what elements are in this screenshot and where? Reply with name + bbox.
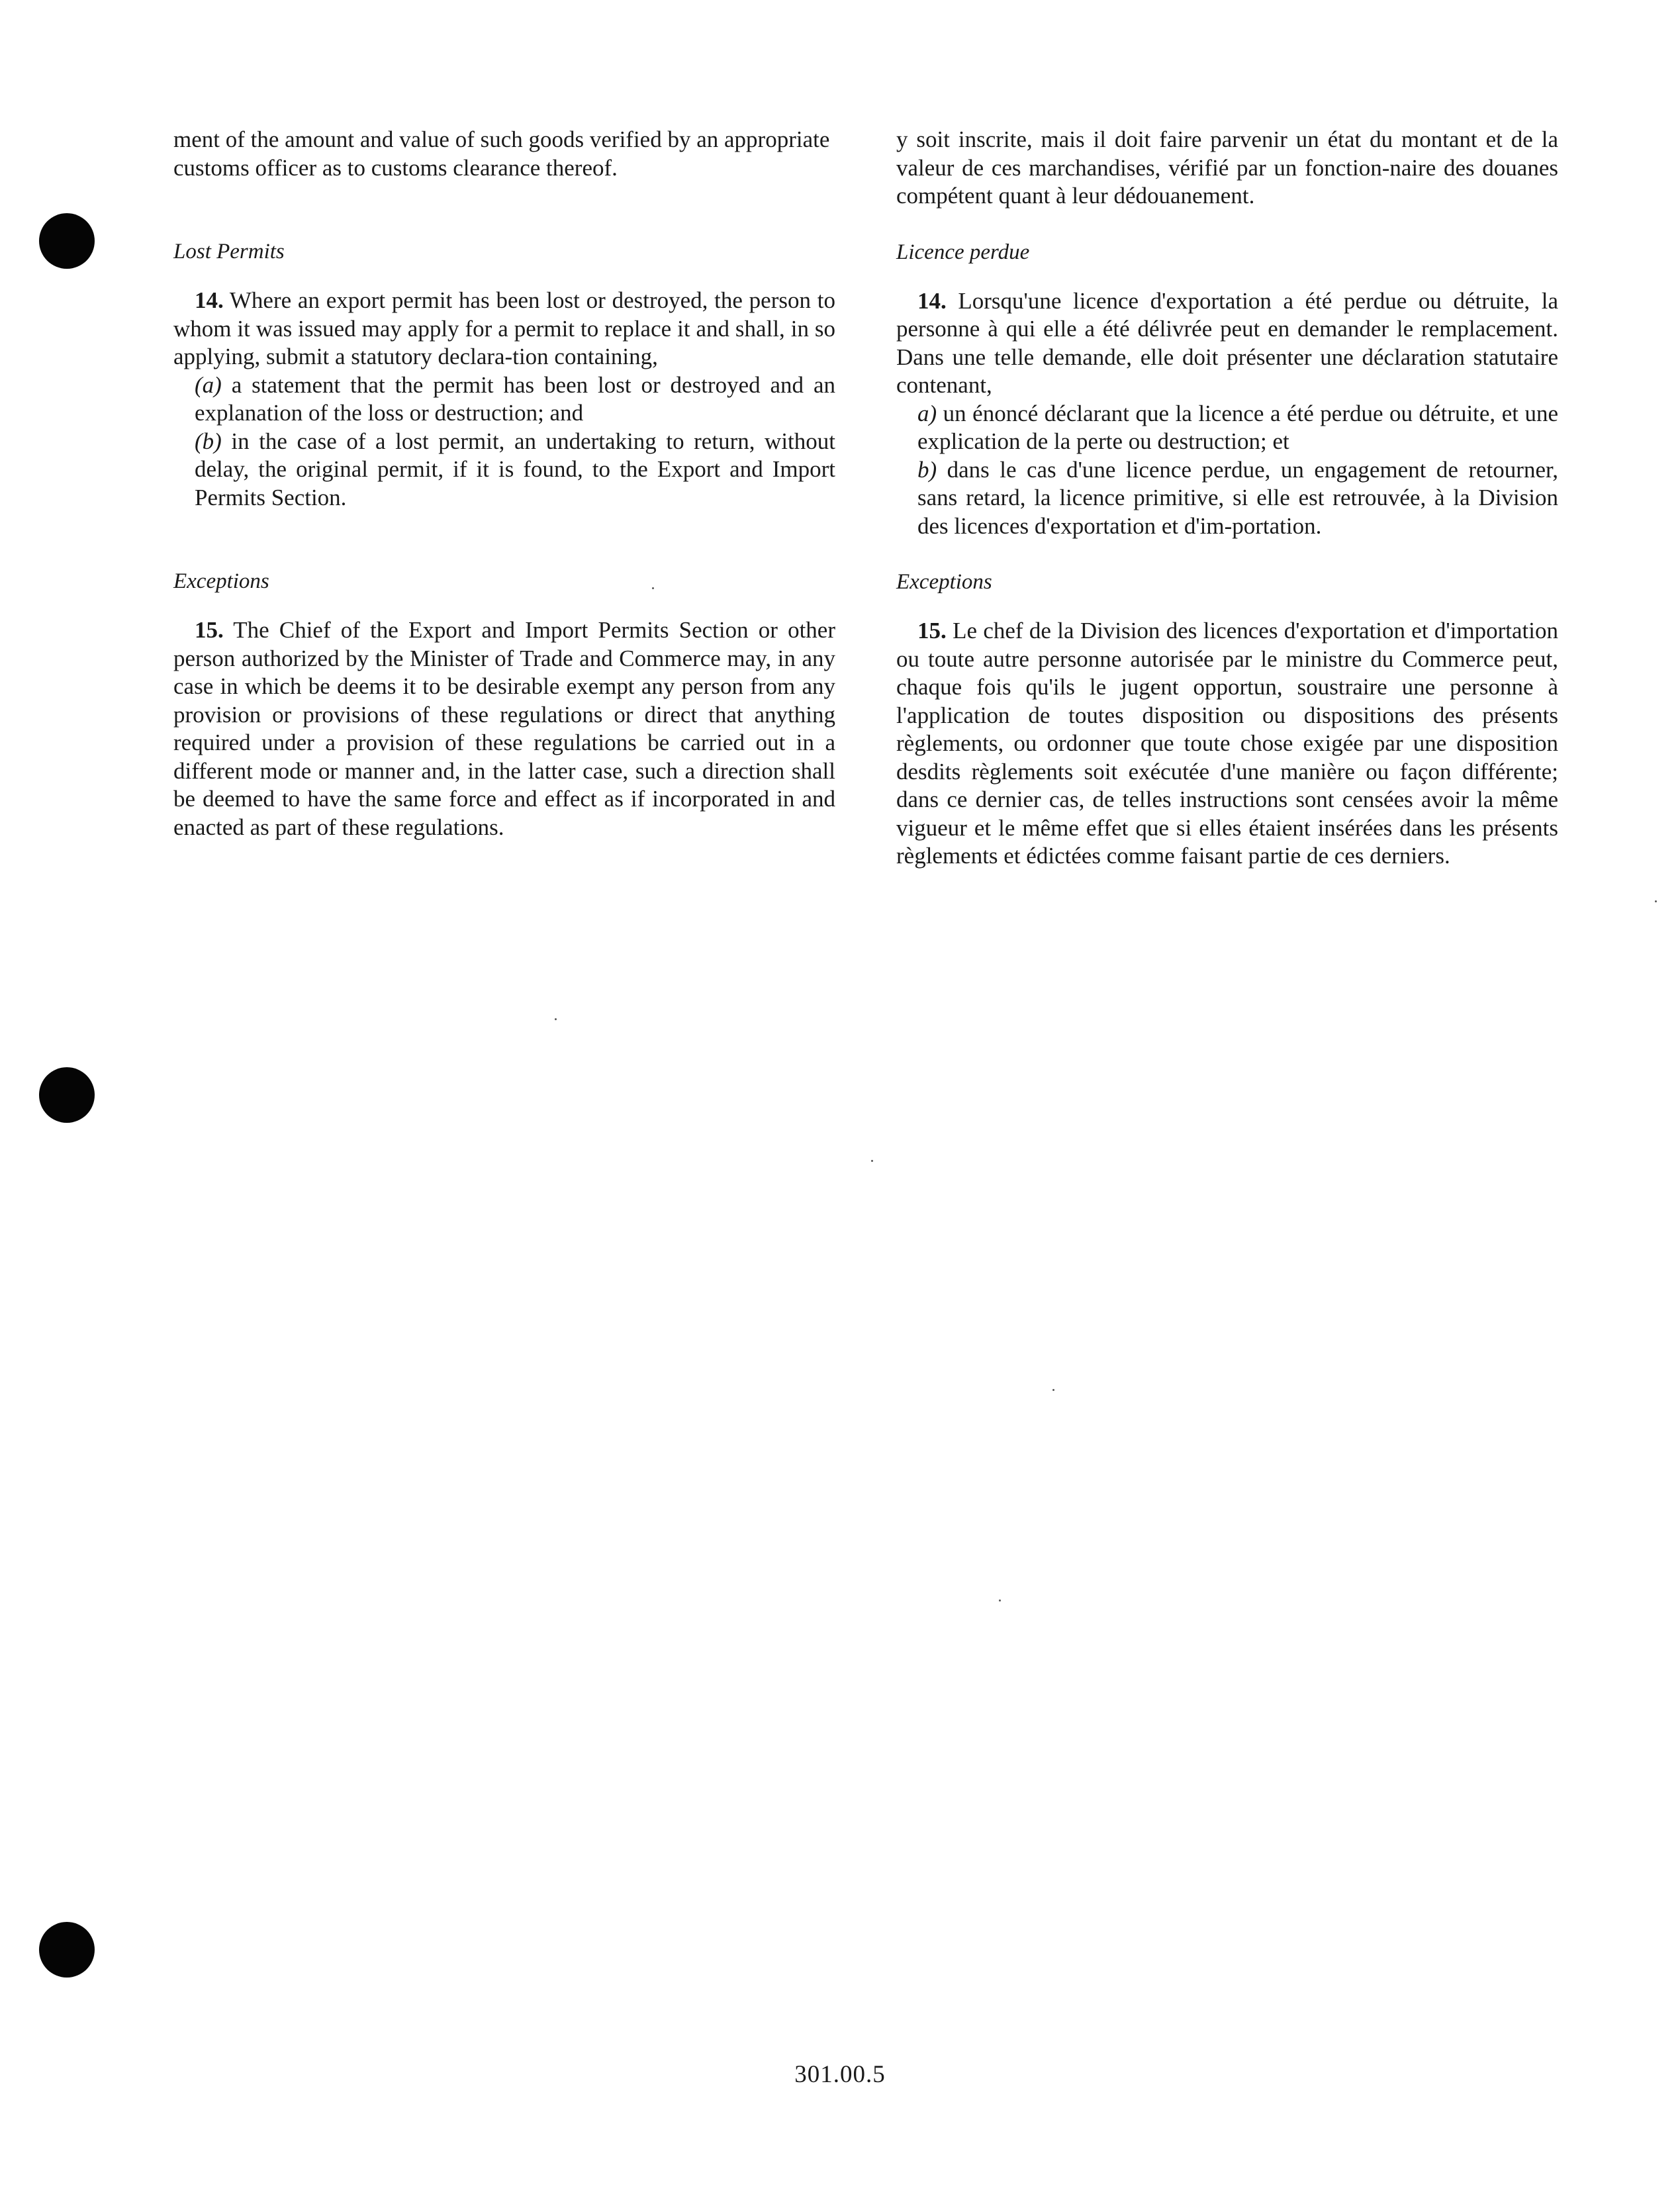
punch-hole-top	[39, 213, 95, 269]
english-section-15	[173, 616, 835, 841]
punch-hole-middle	[39, 1067, 95, 1123]
french-section-14	[896, 287, 1558, 400]
paragraph-label: b)	[917, 456, 937, 483]
english-column	[173, 126, 835, 841]
page-number: 301.00.5	[794, 2061, 886, 2088]
english-section-14	[173, 287, 835, 371]
french-section-15	[896, 617, 1558, 871]
scan-speck	[1052, 1389, 1054, 1391]
paragraph-text: a statement that the permit has been lost or destroyed and an explanation of the loss or destruction; and	[195, 371, 835, 426]
english-heading-exceptions: Exceptions	[173, 569, 269, 593]
paragraph-label: (b)	[195, 428, 222, 454]
scan-speck	[652, 587, 654, 589]
french-section-14b	[896, 456, 1558, 541]
scan-speck	[871, 1160, 873, 1162]
section-text: Lorsqu'une licence d'exportation a été perdue ou détruite, la personne à qui elle a été délivrée peut en demander le remplacement. Dans une telle demande, elle doit présenter une déclaration statutaire contenant,	[896, 287, 1559, 398]
paragraph-text: in the case of a lost permit, an undertaking to return, without delay, the original permit, if it is found, to the Export and Import Permits Section.	[195, 428, 835, 510]
section-text: The Chief of the Export and Import Permits Section or other person authorized by the Minister of Trade and Commerce may, in any case in which be deems it to be desirable exempt any person from any provision or provisions of these regulations or direct that anything required under a provision of these regulations be carried out in a different mode or manner and, in the latter case, such a direction shall be deemed to have the same force and effect as if incorporated in and enacted as part of these regulations.	[173, 617, 835, 840]
scan-speck	[1655, 900, 1657, 902]
french-heading-licence-perdue: Licence perdue	[896, 240, 1030, 264]
english-section-14a	[173, 371, 835, 428]
section-number: 15.	[917, 618, 947, 644]
english-heading-lost-permits: Lost Permits	[173, 240, 285, 263]
paragraph-label: (a)	[195, 371, 222, 398]
section-number: 15.	[195, 617, 224, 643]
french-heading-exceptions: Exceptions	[896, 570, 992, 594]
english-section-14b	[173, 428, 835, 512]
paragraph-label: a)	[917, 400, 937, 426]
french-continuation: y soit inscrite, mais il doit faire parvenir un état du montant et de la valeur de ces marchandises, vérifié par un fonction-naire des douanes compétent quant à leur dédouanement.	[896, 126, 1558, 209]
section-text: Le chef de la Division des licences d'exportation et d'importation ou toute autre personne autorisée par le ministre du Commerce peut, chaque fois qu'ils le jugent opportun, soustraire une personne à l'application de toutes disposition ou dispositions des présents règlements, ou ordonner que toute chose exigée par une disposition desdits règlements soit exécutée d'une manière ou façon différente; dans ce dernier cas, de telles instructions sont censées avoir la même vigueur et le même effet que si elles étaient insérées dans les présents règlements et édictées comme faisant partie de ces derniers.	[896, 618, 1559, 869]
english-continuation: ment of the amount and value of such goods verified by an appropriate customs officer as to customs clearance thereof.	[173, 126, 830, 181]
paragraph-text: dans le cas d'une licence perdue, un engagement de retourner, sans retard, la licence primitive, si elle est retrouvée, à la Division des licences d'exportation et d'im-portation.	[917, 456, 1558, 539]
section-text: Where an export permit has been lost or destroyed, the person to whom it was issued may apply for a permit to replace it and shall, in so applying, submit a statutory declara-tion containing,	[173, 287, 835, 369]
paragraph-text: un énoncé déclarant que la licence a été perdue ou détruite, et une explication de la perte ou destruction; et	[917, 400, 1558, 454]
scan-speck	[999, 1599, 1001, 1601]
scan-speck	[555, 1018, 557, 1020]
section-number: 14.	[195, 287, 224, 313]
punch-hole-bottom	[39, 1922, 95, 1978]
section-number: 14.	[917, 287, 947, 314]
french-column	[896, 126, 1558, 871]
french-section-14a	[896, 400, 1558, 456]
